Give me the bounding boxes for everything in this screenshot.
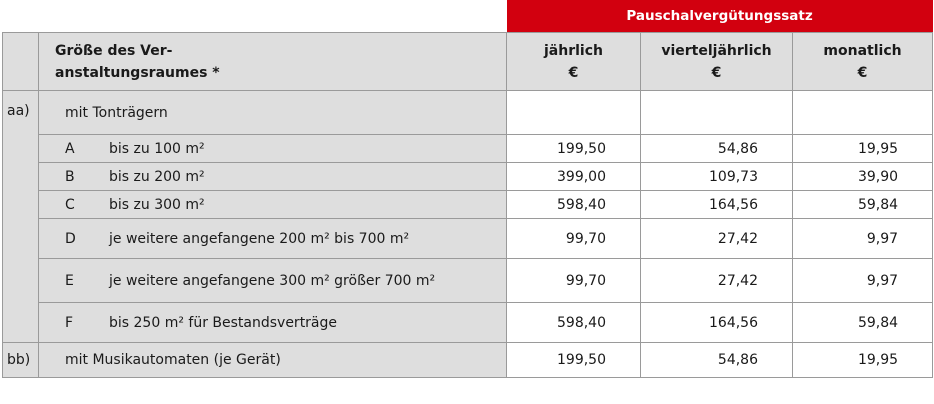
row-letter: E	[65, 272, 74, 289]
row-letter: C	[65, 196, 75, 213]
cell-monthly: 19,95	[793, 343, 933, 378]
row-letter: B	[65, 168, 75, 185]
row-desc: bis zu 100 m²	[109, 140, 205, 157]
row-desc: bis 250 m² für Bestandsverträge	[109, 314, 338, 331]
cell-monthly: 9,97	[793, 219, 933, 259]
quarterly-header: vierteljährlich €	[641, 33, 793, 91]
cell-quarterly: 164,56	[641, 191, 793, 219]
cell-monthly: 39,90	[793, 163, 933, 191]
currency-symbol: €	[711, 64, 722, 81]
size-header-line2: anstaltungsraumes *	[55, 64, 220, 81]
section-label-bb: mit Musikautomaten (je Gerät)	[39, 343, 507, 378]
cell-quarterly: 164,56	[641, 303, 793, 343]
row-letter: A	[65, 140, 75, 157]
cell-monthly: 59,84	[793, 191, 933, 219]
table-row	[3, 219, 933, 259]
tariff-table-container	[2, 0, 932, 378]
row-desc: je weitere angefangene 200 m² bis 700 m²	[109, 230, 410, 247]
cell-yearly: 598,40	[507, 191, 641, 219]
column-header-row	[3, 33, 933, 91]
band-row	[3, 0, 933, 33]
section-code-bb: bb)	[3, 343, 39, 378]
section-label-aa: mit Tonträgern	[39, 91, 507, 135]
cell-yearly: 399,00	[507, 163, 641, 191]
row-letter: D	[65, 230, 76, 247]
currency-symbol: €	[857, 64, 868, 81]
band-title: Pauschalvergütungssatz	[507, 0, 933, 33]
cell-monthly: 9,97	[793, 259, 933, 303]
row-desc: bis zu 300 m²	[109, 196, 205, 213]
size-header	[39, 33, 507, 91]
section-bb-row	[3, 343, 933, 378]
table-row	[3, 191, 933, 219]
currency-symbol: €	[568, 64, 579, 81]
cell-monthly: 19,95	[793, 135, 933, 163]
row-letter: F	[65, 314, 74, 331]
section-aa-row	[3, 91, 933, 135]
table-row	[3, 135, 933, 163]
cell-quarterly: 27,42	[641, 219, 793, 259]
cell-quarterly: 27,42	[641, 259, 793, 303]
section-code-aa: aa)	[3, 91, 39, 343]
table-row	[3, 163, 933, 191]
cell-yearly: 598,40	[507, 303, 641, 343]
cell-quarterly: 109,73	[641, 163, 793, 191]
row-desc: je weitere angefangene 300 m² größer 700 m²	[109, 272, 436, 289]
table-row	[3, 259, 933, 303]
yearly-header: jährlich €	[507, 33, 641, 91]
monthly-header: monatlich €	[793, 33, 933, 91]
size-header-line1: Größe des Ver-	[55, 42, 173, 59]
cell-quarterly: 54,86	[641, 343, 793, 378]
table-row	[3, 303, 933, 343]
cell-yearly: 199,50	[507, 343, 641, 378]
tariff-table	[2, 0, 933, 378]
cell-quarterly: 54,86	[641, 135, 793, 163]
row-desc: bis zu 200 m²	[109, 168, 205, 185]
cell-yearly: 99,70	[507, 259, 641, 303]
cell-monthly: 59,84	[793, 303, 933, 343]
cell-yearly: 199,50	[507, 135, 641, 163]
cell-yearly: 99,70	[507, 219, 641, 259]
